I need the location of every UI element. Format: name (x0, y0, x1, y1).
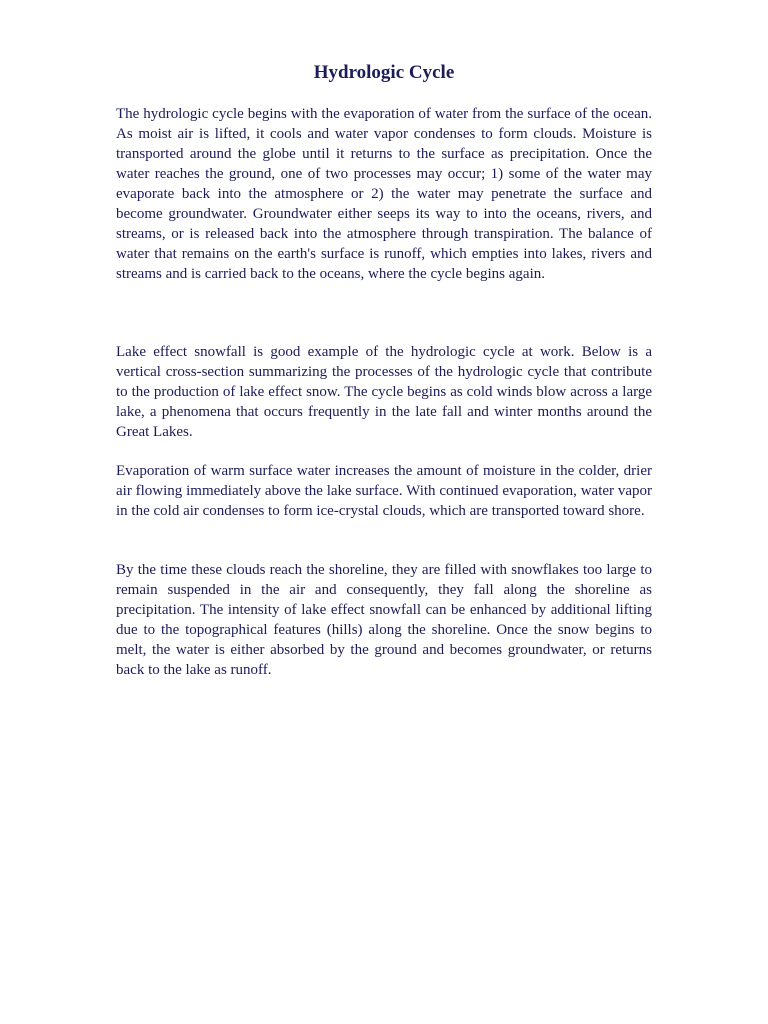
paragraph-lake-effect-snowfall: Lake effect snowfall is good example of the hydrologic cycle at work. Below is a vertical cross-section summarizing the processes of the hydrologic cycle that contribute to the production of lake effect snow. The cycle begins as cold winds blow across a large lake, a phenomena that occurs frequently in the late fall and winter months around the Great Lakes. (116, 344, 652, 440)
paragraph-hydrologic-cycle-intro: The hydrologic cycle begins with the evaporation of water from the surface of the ocean. As moist air is lifted, it cools and water vapor condenses to form clouds. Moisture is transported around the globe until it returns to the surface as precipitation. Once the water reaches the ground, one of two processes may occur; 1) some of the water may evaporate back into the atmosphere or 2) the water may penetrate the surface and become groundwater. Groundwater either seeps its way to into the oceans, rivers, and streams, or is released back into the atmosphere through transpiration. The balance of water that remains on the earth's surface is runoff, which empties into lakes, rivers and streams and is carried back to the oceans, where the cycle begins again. (116, 106, 652, 282)
paragraph-shoreline-precipitation: By the time these clouds reach the shoreline, they are filled with snowflakes too large to remain suspended in the air and consequently, they fall along the shoreline as precipitation. The intensity of lake effect snowfall can be enhanced by additional lifting due to the topographical features (hills) along the shoreline. Once the snow begins to melt, the water is either absorbed by the ground and becomes groundwater, or returns back to the lake as runoff. (116, 562, 652, 678)
paragraph-evaporation: Evaporation of warm surface water increases the amount of moisture in the colder, drier air flowing immediately above the lake surface. With continued evaporation, water vapor in the cold air condenses to form ice-crystal clouds, which are transported toward shore. (116, 463, 652, 519)
document-title: Hydrologic Cycle (313, 62, 455, 83)
